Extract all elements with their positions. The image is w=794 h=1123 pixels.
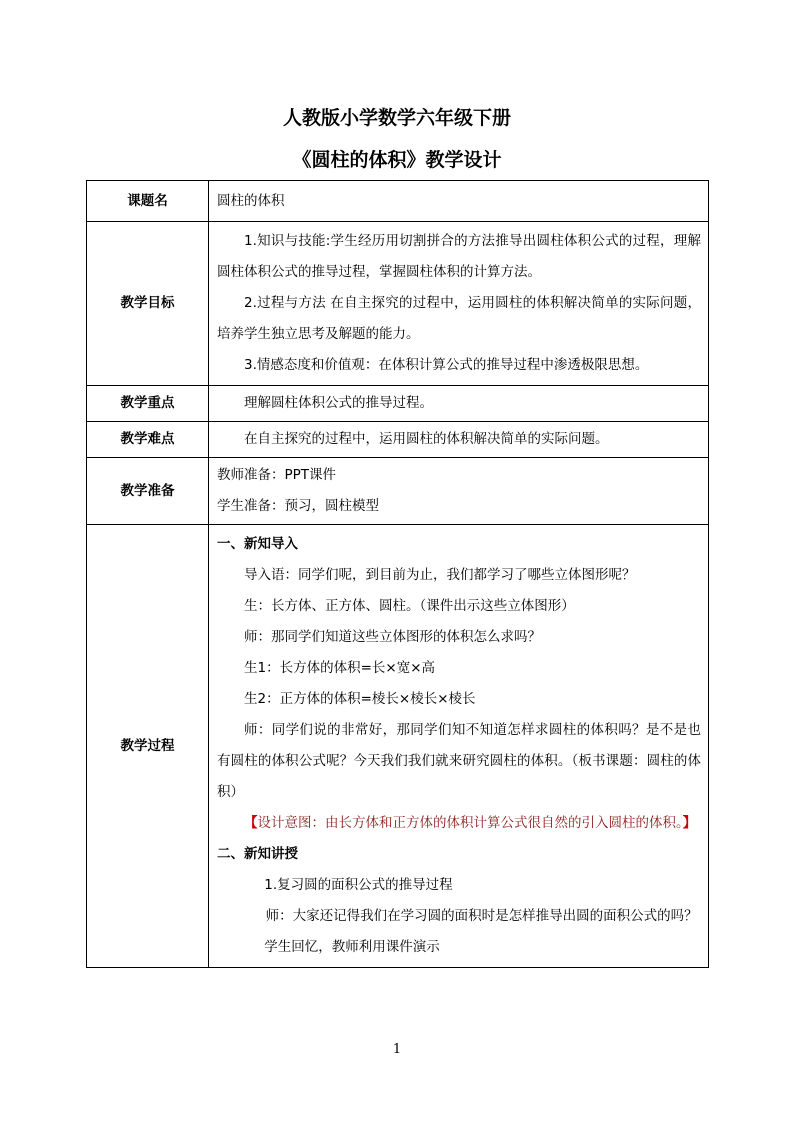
objectives-cell [209, 222, 709, 386]
teacher-preparation: 教师准备：PPT课件 [217, 467, 337, 483]
key-point-label: 教学重点 [87, 386, 209, 422]
objective-attitude: 3.情感态度和价值观：在体积计算公式的推导过程中渗透极限思想。 [244, 357, 649, 373]
teacher-followup: 师：同学们说的非常好，那同学们知不知道怎样求圆柱的体积吗？是不是也有圆柱的体积公式呢？今天我们我们就来研究圆柱的体积。（板书课题：圆柱的体积） [217, 722, 701, 800]
section-new-teaching: 二、新知讲授 [217, 846, 298, 862]
table-row [87, 525, 709, 968]
document-subtitle: 《圆柱的体积》教学设计 [292, 149, 502, 171]
preparation-cell [209, 458, 709, 525]
document-title: 人教版小学数学六年级下册 [282, 107, 511, 129]
difficulty-label: 教学难点 [87, 422, 209, 458]
topic-value: 圆柱的体积 [209, 181, 709, 222]
student-answer: 生：长方体、正方体、圆柱。（课件出示这些立体图形） [244, 598, 575, 614]
table-row [87, 458, 709, 525]
table-row [87, 181, 709, 222]
objective-knowledge: 1.知识与技能:学生经历用切割拼合的方法推导出圆柱体积公式的过程，理解圆柱体积公式的推导过程，掌握圆柱体积的计算方法。 [217, 233, 701, 280]
page-number: 1 [392, 1042, 402, 1057]
table-row [87, 222, 709, 386]
table-row [87, 422, 709, 458]
topic-label: 课题名 [87, 181, 209, 222]
difficulty-cell [209, 422, 709, 458]
process-cell [209, 525, 709, 968]
bracket-close: 】 [682, 815, 697, 831]
key-point-value: 理解圆柱体积公式的推导过程。 [244, 395, 433, 411]
student-preparation: 学生准备：预习，圆柱模型 [217, 498, 379, 514]
bracket-open: 【 [244, 815, 258, 831]
table-row [87, 386, 709, 422]
preparation-label: 教学准备 [87, 458, 209, 525]
key-point-cell [209, 386, 709, 422]
difficulty-value: 在自主探究的过程中，运用圆柱的体积解决简单的实际问题。 [244, 431, 609, 447]
objective-process: 2.过程与方法 在自主探究的过程中，运用圆柱的体积解决简单的实际问题，培养学生独立思考及解题的能力。 [217, 295, 701, 342]
student-recall: 学生回忆，教师利用课件演示 [264, 939, 440, 955]
process-label: 教学过程 [87, 525, 209, 968]
teacher-question: 师：那同学们知道这些立体图形的体积怎么求吗？ [244, 629, 541, 645]
teacher-recall-question: 师：大家还记得我们在学习圆的面积时是怎样推导出圆的面积公式的吗？ [265, 908, 698, 924]
intro-speech: 导入语：同学们呢，到目前为止，我们都学习了哪些立体图形呢？ [244, 567, 636, 583]
design-intent-text: 设计意图：由长方体和正方体的体积计算公式很自然的引入圆柱的体积。 [257, 815, 683, 831]
step-review-circle-area: 1.复习圆的面积公式的推导过程 [264, 877, 453, 893]
design-intent-note [217, 808, 701, 839]
student1-answer: 生1：长方体的体积=长×宽×高 [244, 660, 436, 676]
objectives-label: 教学目标 [87, 222, 209, 386]
section-new-intro: 一、新知导入 [217, 536, 298, 552]
lesson-plan-table [86, 180, 709, 968]
student2-answer: 生2：正方体的体积=棱长×棱长×棱长 [244, 691, 476, 707]
